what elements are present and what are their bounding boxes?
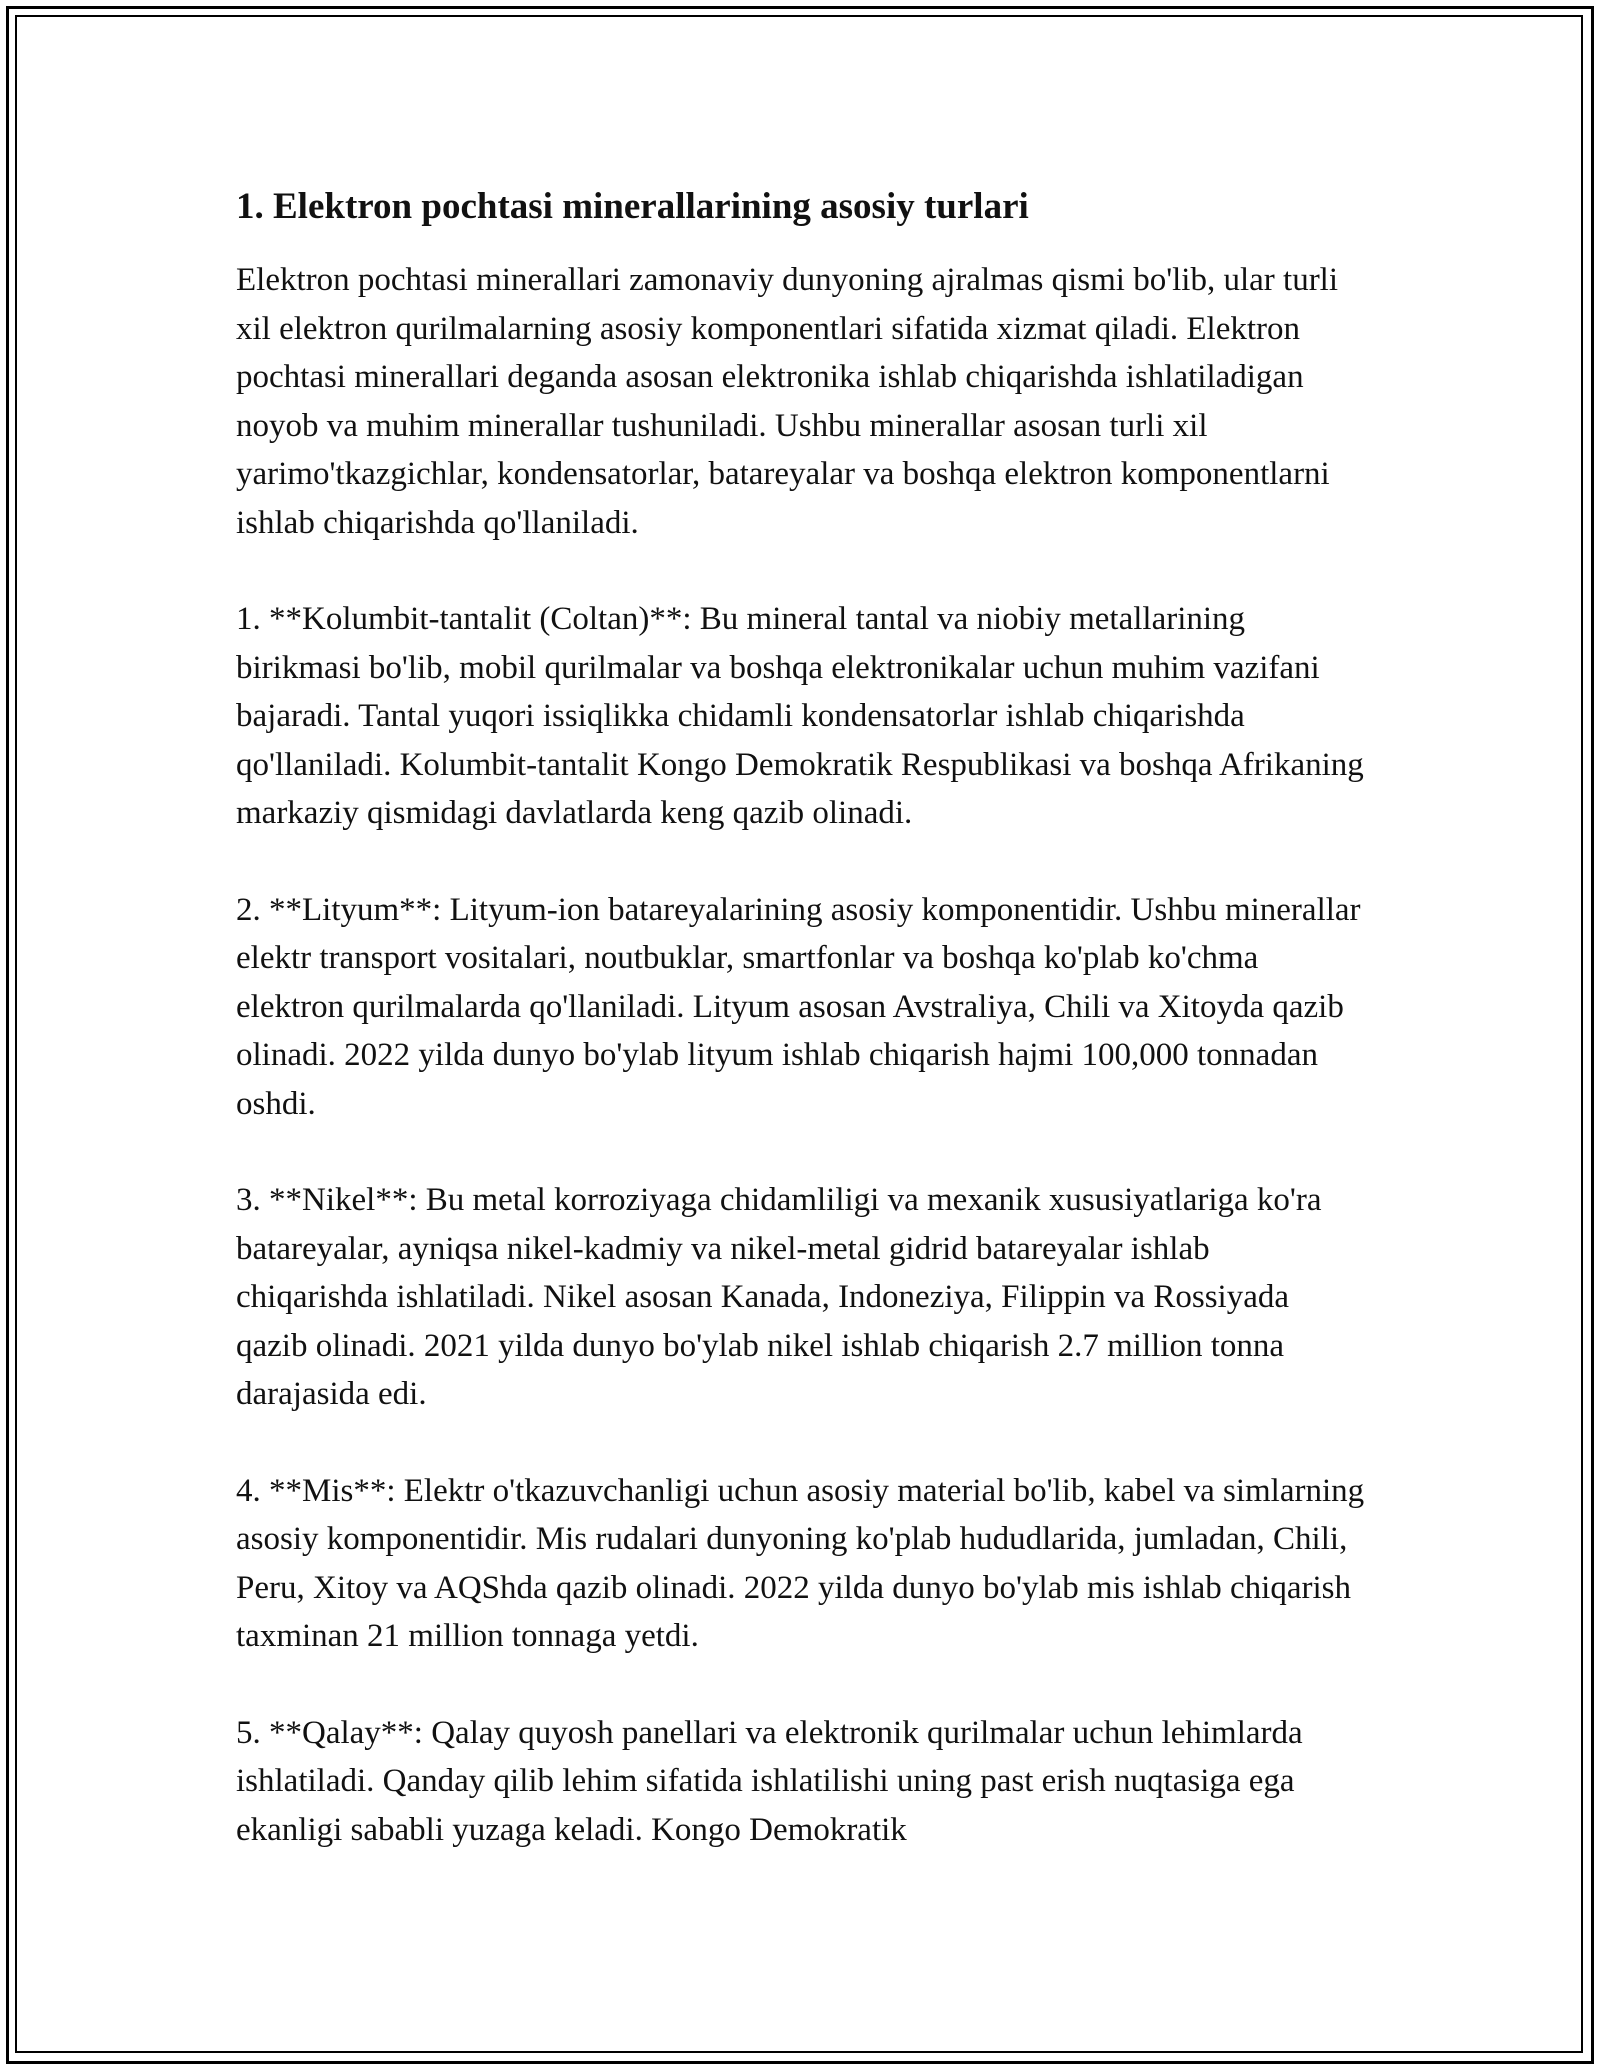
paragraph-coltan: 1. **Kolumbit-tantalit (Coltan)**: Bu mineral tantal va niobiy metallarining birikmasi bo'lib, mobil qurilmalar va boshqa elektronikalar uchun muhim vazifani bajaradi. Tantal yuqori issiqlikka chidamli kondensatorlar ishlab chiqarishda qo'llaniladi. Kolumbit-tantalit Kongo Demokratik Respublikasi va boshqa Afrikaning markaziy qismidagi davlatlarda keng qazib olinadi. [236, 601, 1364, 831]
paragraph-lithium: 2. **Lityum**: Lityum-ion batareyalarining asosiy komponentidir. Ushbu minerallar elektr transport vositalari, noutbuklar, smartfonlar va boshqa ko'plab ko'chma elektron qurilmalarda qo'llaniladi. Lityum asosan Avstraliya, Chili va Xitoyda qazib olinadi. 2022 yilda dunyo bo'ylab lityum ishlab chiqarish hajmi 100,000 tonnadan oshdi. [236, 891, 1361, 1122]
paragraph-tin: 5. **Qalay**: Qalay quyosh panellari va elektronik qurilmalar uchun lehimlarda ishlatiladi. Qanday qilib lehim sifatida ishlatilishi uning past erish nuqtasiga ega ekanligi sababli yuzaga keladi. Kongo Demokratik [236, 1714, 1303, 1848]
paragraph-copper: 4. **Mis**: Elektr o'tkazuvchanligi uchun asosiy material bo'lib, kabel va simlarning asosiy komponentidir. Mis rudalari dunyoning ko'plab hududlarida, jumladan, Chili, Peru, Xitoy va AQShda qazib olinadi. 2022 yilda dunyo bo'ylab mis ishlab chiqarish taxminan 21 million tonnaga yetdi. [236, 1472, 1365, 1654]
intro-paragraph: Elektron pochtasi minerallari zamonaviy dunyoning ajralmas qismi bo'lib, ular turli xil elektron qurilmalarning asosiy komponentlari sifatida xizmat qiladi. Elektron pochtasi minerallari deganda asosan elektronika ishlab chiqarishda ishlatiladigan noyob va muhim minerallar tushuniladi. Ushbu minerallar asosan turli xil yarimo'tkazgichlar, kondensatorlar, batareyalar va boshqa elektron komponentlarni ishlab chiqarishda qo'llaniladi. [236, 262, 1339, 541]
document-body [236, 182, 1366, 1902]
section-heading: 1. Elektron pochtasi minerallarining asosiy turlari [236, 186, 1029, 227]
paragraph-nickel: 3. **Nikel**: Bu metal korroziyaga chidamliligi va mexanik xususiyatlariga ko'ra batareyalar, ayniqsa nikel-kadmiy va nikel-metal gidrid batareyalar ishlab chiqarishda ishlatiladi. Nikel asosan Kanada, Indoneziya, Filippin va Rossiyada qazib olinadi. 2021 yilda dunyo bo'ylab nikel ishlab chiqarish 2.7 million tonna darajasida edi. [236, 1182, 1322, 1412]
